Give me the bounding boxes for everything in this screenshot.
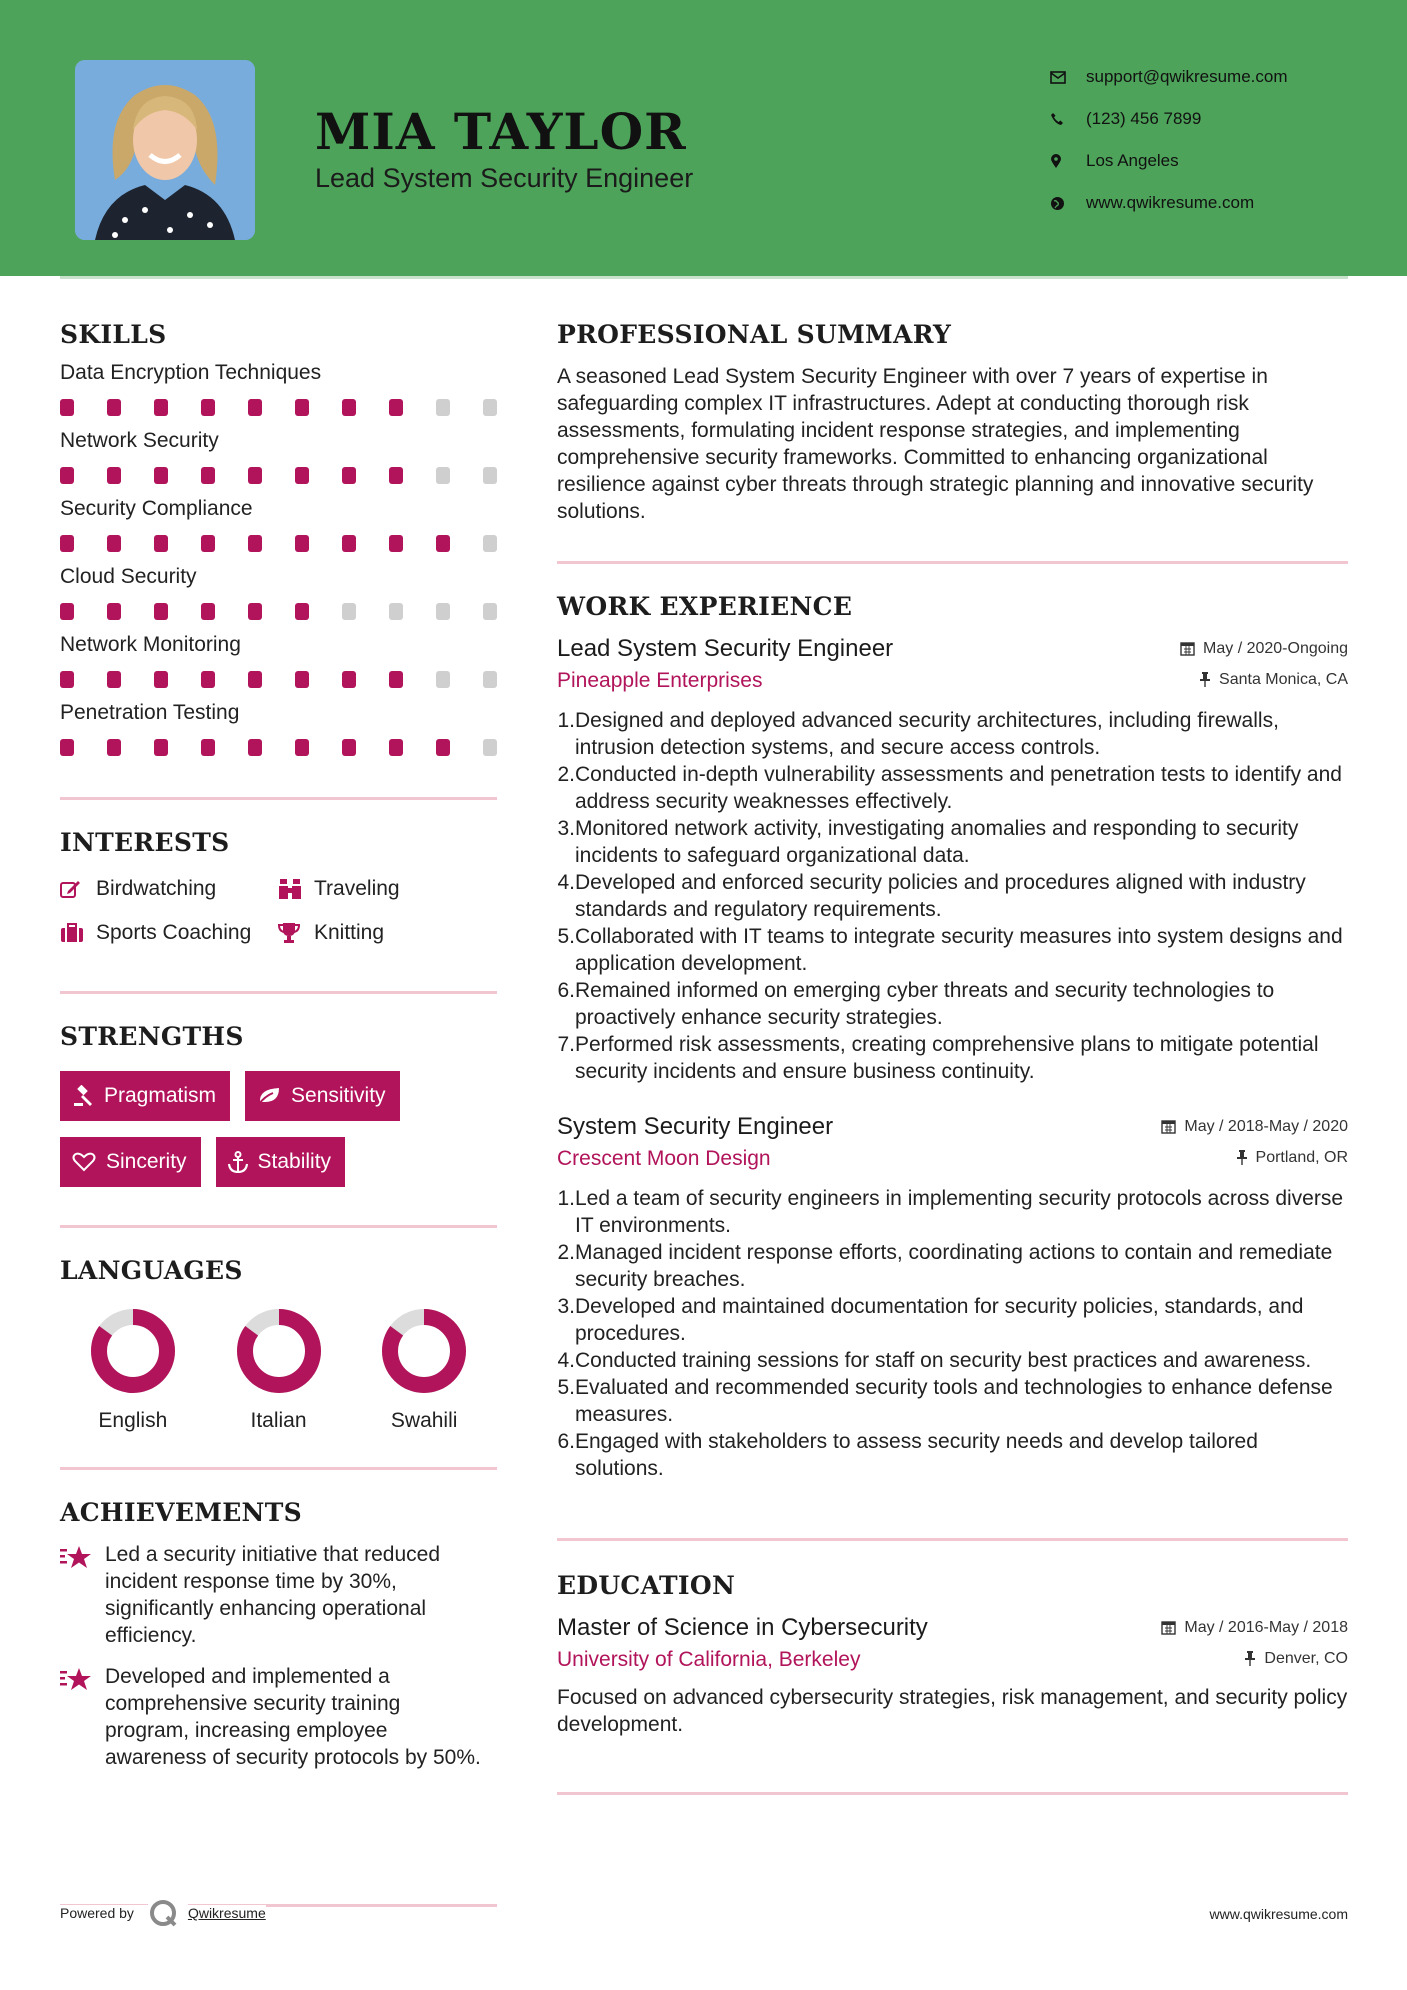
rating-dot-filled [154,671,168,688]
job-date [1180,640,1348,658]
edit-icon [60,879,96,899]
strength-label: Sincerity [106,1150,187,1173]
rating-dot-filled [201,535,215,552]
rating-dot-empty [483,671,497,688]
rating-dot-filled [201,671,215,688]
qwikresume-logo-icon [148,1898,188,1928]
bullet-text: Managed incident response efforts, coordinating actions to contain and remediate security breaches. [575,1241,1333,1291]
responsibility-item [557,1293,1348,1347]
rating-dot-empty [483,739,497,756]
strengths-section [60,1022,497,1187]
contact-website-text: www.qwikresume.com [1086,193,1255,212]
strength-label: Sensitivity [291,1084,386,1107]
job-date-text: May / 2020-Ongoing [1203,639,1348,657]
calendar-icon [1180,641,1195,656]
bullet-text: Developed and enforced security policies and procedures aligned with industry standards and regulatory requirements. [575,871,1306,921]
rating-dot-empty [436,671,450,688]
binoculars-icon [278,878,314,900]
language-label: English [98,1409,168,1432]
pin-icon [1236,1150,1248,1165]
powered-by-label: Powered by [60,1905,148,1921]
skill-name: Penetration Testing [60,701,240,724]
heart-icon [72,1152,96,1172]
skill-name: Network Security [60,429,219,452]
bullet-number: 5. [557,925,575,948]
bullet-text: Led a team of security engineers in implementing security protocols across diverse IT environments. [575,1187,1344,1237]
qwikresume-link[interactable]: Qwikresume [187,1905,266,1921]
phone-icon [1050,112,1086,126]
rating-dot-filled [295,739,309,756]
interest-item [60,875,278,903]
gavel-icon [72,1085,94,1107]
profile-photo-illustration [75,60,255,240]
bullet-text: Conducted in-depth vulnerability assessments and penetration tests to identify and address security weaknesses effectively. [575,763,1342,813]
rating-dot-filled [107,467,121,484]
job-date-text: May / 2018-May / 2020 [1184,1117,1348,1135]
bullet-number: 7. [557,1033,575,1056]
rating-dot-filled [154,603,168,620]
experience-heading: WORK EXPERIENCE [557,592,853,621]
skills-section [60,320,497,757]
rating-dot-filled [342,467,356,484]
skill-name: Data Encryption Techniques [60,361,322,384]
language-level-ring [380,1307,468,1395]
language-label: Italian [250,1409,307,1432]
footer-powered-by [60,1898,266,1928]
rating-dot-filled [342,671,356,688]
contact-location [1050,140,1288,182]
languages-heading: LANGUAGES [60,1256,243,1285]
rating-dot-empty [483,467,497,484]
job-date [1161,1118,1348,1136]
rating-dot-filled [154,535,168,552]
skill-rating [60,399,497,417]
responsibility-item [557,977,1348,1031]
bullet-text: Monitored network activity, investigating anomalies and responding to security incidents to safeguard organizational data. [575,817,1299,867]
responsibility-item [557,707,1348,761]
skill-rating [60,603,497,621]
left-column [60,320,497,1771]
section-divider [60,1467,497,1470]
language-item [351,1307,497,1433]
responsibility-item [557,1239,1348,1293]
job-entry [557,635,1348,1085]
calendar-icon [1161,1620,1176,1635]
summary-text: A seasoned Lead System Security Engineer with over 7 years of expertise in safeguarding complex IT infrastructures. Adept at conducting thorough risk assessments, formulating incident response strategies, and implementing comprehensive security frameworks. Committed to enhancing organizational resilience against cyber threats through strategic planning and innovative security solutions. [557,365,1314,523]
responsibility-item [557,1347,1348,1374]
right-column [557,320,1348,1795]
rating-dot-filled [342,399,356,416]
section-divider [60,1225,497,1228]
bullet-number: 3. [557,817,575,840]
rating-dot-empty [389,603,403,620]
rating-dot-filled [248,535,262,552]
rating-dot-filled [107,399,121,416]
bullet-number: 3. [557,1295,575,1318]
skills-list [60,361,497,757]
job-head [557,635,1348,663]
rating-dot-filled [248,671,262,688]
responsibility-item [557,1185,1348,1239]
profile-photo [75,60,255,240]
skill-rating [60,467,497,485]
contact-email-text: support@qwikresume.com [1086,67,1288,86]
achievements-section [60,1498,497,1771]
rating-dot-filled [248,739,262,756]
education-heading: EDUCATION [557,1571,736,1600]
contact-phone-text: (123) 456 7899 [1086,109,1202,128]
star-list-icon [60,1541,105,1649]
briefcase-icon [60,923,96,943]
rating-dot-filled [295,603,309,620]
school-name: University of California, Berkeley [557,1648,861,1671]
map-pin-icon [1050,154,1086,169]
contact-list [1050,56,1288,224]
section-divider [60,797,497,800]
summary-heading: PROFESSIONAL SUMMARY [557,320,952,349]
bullet-number: 2. [557,763,575,786]
bullet-text: Remained informed on emerging cyber threats and security technologies to proactively enhance security strategies. [575,979,1275,1029]
rating-dot-filled [201,399,215,416]
rating-dot-filled [154,467,168,484]
education-location [1244,1650,1348,1668]
bullet-text: Evaluated and recommended security tools and technologies to enhance defense measures. [575,1376,1333,1426]
rating-dot-filled [248,603,262,620]
pin-icon [1244,1651,1256,1666]
bullet-number: 5. [557,1376,575,1399]
rating-dot-filled [389,535,403,552]
rating-dot-filled [60,399,74,416]
rating-dot-filled [154,739,168,756]
achievement-item [60,1541,497,1649]
job-location [1236,1149,1348,1167]
pin-icon [1199,672,1211,687]
achievement-text: Developed and implemented a comprehensive security training program, increasing employee awareness of security protocols by 50%. [105,1665,481,1769]
rating-dot-filled [60,739,74,756]
section-divider [60,991,497,994]
rating-dot-filled [389,399,403,416]
education-head [557,1614,1348,1642]
rating-dot-filled [389,671,403,688]
bullet-number: 4. [557,871,575,894]
rating-dot-filled [436,535,450,552]
contact-location-text: Los Angeles [1086,151,1179,170]
degree-title: Master of Science in Cybersecurity [557,1614,928,1641]
language-item [206,1307,352,1433]
bullet-text: Collaborated with IT teams to integrate security measures into system designs and application development. [575,925,1343,975]
rating-dot-filled [201,739,215,756]
contact-website[interactable] [1050,182,1288,224]
rating-dot-empty [436,603,450,620]
responsibility-item [557,1428,1348,1482]
skill-rating [60,671,497,689]
rating-dot-filled [389,467,403,484]
summary-section [557,320,1348,525]
rating-dot-filled [295,671,309,688]
rating-dot-empty [483,535,497,552]
bullet-number: 4. [557,1349,575,1372]
strength-label: Stability [257,1150,332,1173]
job-entry [557,1113,1348,1482]
skill-name: Security Compliance [60,497,253,520]
job-title: Lead System Security Engineer [557,635,894,662]
rating-dot-filled [107,535,121,552]
bullet-number: 1. [557,709,575,732]
interest-label: Traveling [314,877,400,900]
bullet-text: Developed and maintained documentation for security policies, standards, and procedures. [575,1295,1304,1345]
skill-name: Cloud Security [60,565,197,588]
calendar-icon [1161,1119,1176,1134]
bullet-number: 2. [557,1241,575,1264]
section-divider [557,1538,1348,1541]
rating-dot-filled [248,467,262,484]
education-location-text: Denver, CO [1264,1649,1348,1667]
resume-header [0,0,1407,276]
company-name: Crescent Moon Design [557,1147,771,1170]
interest-item [60,919,278,947]
responsibility-item [557,1031,1348,1085]
interests-list [60,875,497,947]
bullet-text: Engaged with stakeholders to assess security needs and develop tailored solutions. [575,1430,1258,1480]
skill-name: Network Monitoring [60,633,241,656]
star-list-icon [60,1663,105,1771]
strength-badge [216,1137,346,1187]
achievements-heading: ACHIEVEMENTS [60,1498,302,1527]
rating-dot-filled [107,739,121,756]
globe-icon [1050,196,1086,211]
job-head [557,1113,1348,1141]
language-item [60,1307,206,1433]
job-location [1199,671,1348,689]
skills-heading: SKILLS [60,320,167,349]
strength-badge [60,1071,230,1121]
interests-heading: INTERESTS [60,828,230,857]
section-divider [557,561,1348,564]
education-description: Focused on advanced cybersecurity strategies, risk management, and security policy development. [557,1686,1348,1736]
bullet-text: Designed and deployed advanced security architectures, including firewalls, intrusion detection systems, and secure access controls. [575,709,1279,759]
interests-section [60,828,497,947]
language-label: Swahili [390,1409,458,1432]
interest-label: Birdwatching [96,877,217,900]
rating-dot-filled [60,535,74,552]
responsibility-item [557,761,1348,815]
job-location-text: Portland, OR [1255,1148,1348,1166]
bullet-text: Performed risk assessments, creating comprehensive plans to mitigate potential security incidents and ensure business continuity. [575,1033,1319,1083]
strengths-heading: STRENGTHS [60,1022,244,1051]
rating-dot-filled [248,399,262,416]
anchor-icon [228,1151,248,1173]
rating-dot-filled [60,671,74,688]
education-date-text: May / 2016-May / 2018 [1184,1618,1348,1636]
education-date [1161,1619,1348,1637]
bullet-number: 1. [557,1187,575,1210]
bullet-number: 6. [557,979,575,1002]
rating-dot-filled [201,467,215,484]
rating-dot-filled [154,399,168,416]
rating-dot-filled [201,603,215,620]
trophy-icon [278,922,314,944]
languages-section [60,1256,497,1433]
responsibility-item [557,815,1348,869]
jobs-list [557,635,1348,1482]
rating-dot-filled [389,739,403,756]
job-location-text: Santa Monica, CA [1219,670,1348,688]
contact-email[interactable] [1050,56,1288,98]
responsibility-item [557,923,1348,977]
language-level-ring [235,1307,323,1395]
job-responsibilities [557,707,1348,1085]
leaf-icon [257,1086,281,1106]
job-title: System Security Engineer [557,1113,834,1140]
rating-dot-filled [342,739,356,756]
candidate-name: MIA TAYLOR [315,102,687,161]
job-responsibilities [557,1185,1348,1482]
education-subhead [557,1648,1348,1672]
responsibility-item [557,1374,1348,1428]
rating-dot-filled [295,467,309,484]
rating-dot-filled [295,535,309,552]
footer-website[interactable]: www.qwikresume.com [1209,1906,1348,1922]
languages-list [60,1307,497,1433]
rating-dot-empty [436,399,450,416]
candidate-title: Lead System Security Engineer [315,163,694,193]
interest-item [278,875,478,903]
job-subhead [557,669,1348,693]
interest-item [278,919,478,947]
responsibility-item [557,869,1348,923]
rating-dot-filled [436,739,450,756]
rating-dot-filled [60,603,74,620]
achievement-item [60,1663,497,1771]
rating-dot-empty [436,467,450,484]
rating-dot-empty [483,603,497,620]
header-divider [60,276,1348,279]
contact-phone[interactable] [1050,98,1288,140]
interest-label: Knitting [314,921,385,944]
envelope-icon [1050,71,1086,84]
rating-dot-filled [107,671,121,688]
strength-badge [245,1071,400,1121]
achievement-text: Led a security initiative that reduced incident response time by 30%, significantly enhancing operational efficiency. [105,1543,441,1647]
skill-rating [60,535,497,553]
education-section [557,1571,1348,1738]
rating-dot-filled [60,467,74,484]
company-name: Pineapple Enterprises [557,669,763,692]
rating-dot-filled [107,603,121,620]
bullet-number: 6. [557,1430,575,1453]
bullet-text: Conducted training sessions for staff on security best practices and awareness. [575,1349,1312,1372]
strength-label: Pragmatism [104,1084,217,1107]
language-level-ring [89,1307,177,1395]
experience-section [557,592,1348,1482]
strengths-list [60,1071,497,1187]
rating-dot-empty [483,399,497,416]
strength-badge [60,1137,201,1187]
section-divider [557,1792,1348,1795]
job-subhead [557,1147,1348,1171]
rating-dot-empty [342,603,356,620]
rating-dot-filled [342,535,356,552]
rating-dot-filled [295,399,309,416]
skill-rating [60,739,497,757]
interest-label: Sports Coaching [96,921,252,944]
